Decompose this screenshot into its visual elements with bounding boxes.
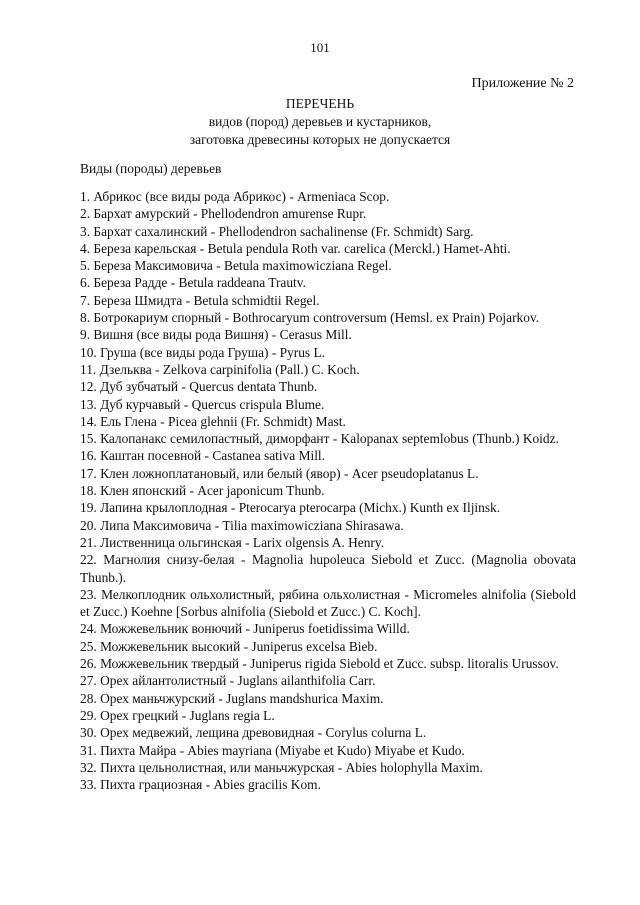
list-item: 30. Орех медвежий, лещина древовидная - Corylus colurna L. [80,725,427,741]
list-item: 4. Береза карельская - Betula pendula Roth var. carelica (Merckl.) Hamet-Ahti. [80,240,511,256]
list-item: 8. Ботрокариум спорный - Bothrocaryum controversum (Hemsl. ex Prain) Pojarkov. [80,310,540,326]
list-item: 32. Пихта цельнолистная, или маньчжурская - Abies holophylla Maxim. [80,759,483,775]
list-item: 27. Орех айлантолистный - Juglans ailanthifolia Carr. [80,673,376,689]
list-item: 33. Пихта грациозная - Abies gracilis Kom. [80,777,321,793]
section-heading: Виды (породы) деревьев [80,161,222,176]
list-item: 29. Орех грецкий - Juglans regia L. [80,707,275,723]
list-item: 7. Береза Шмидта - Betula schmidtii Regel. [80,292,320,308]
species-list [80,188,576,793]
list-item: 16. Каштан посевной - Castanea sativa Mill. [80,448,325,464]
list-item: 26. Можжевельник твердый - Juniperus rigida Siebold et Zucc. subsp. litoralis Urussov. [80,656,559,672]
list-item: 10. Груша (все виды рода Груша) - Pyrus L. [80,344,326,360]
subtitle-line-2: заготовка древесины которых не допускается [189,132,451,147]
list-item: 3. Бархат сахалинский - Phellodendron sachalinense (Fr. Schmidt) Sarg. [80,223,474,239]
list-item: 21. Лиственница ольгинская - Larix olgensis A. Henry. [80,534,385,550]
list-item: 2. Бархат амурский - Phellodendron amurense Rupr. [80,206,367,222]
list-item: 14. Ель Глена - Picea glehnii (Fr. Schmidt) Mast. [80,413,346,429]
list-item: 31. Пихта Майра - Abies mayriana (Miyabe et Kudo) Miyabe et Kudo. [80,742,465,758]
list-item: 13. Дуб курчавый - Quercus crispula Blume. [80,396,325,412]
page-number: 101 [310,40,330,55]
list-item: 15. Калопанакс семилопастный, диморфант - Kalopanax septemlobus (Thunb.) Koidz. [80,431,559,447]
list-item: 1. Абрикос (все виды рода Абрикос) - Armeniaca Scop. [80,189,390,204]
list-item: 18. Клен японский - Acer japonicum Thunb. [80,483,325,499]
list-item: 24. Можжевельник вонючий - Juniperus foetidissima Willd. [80,621,410,637]
subtitle-line-1: видов (пород) деревьев и кустарников, [208,114,432,129]
list-item: 11. Дзельква - Zelkova carpinifolia (Pall.) C. Koch. [80,361,360,377]
list-item: 28. Орех маньчжурский - Juglans mandshurica Maxim. [80,690,384,706]
list-item: 22. Магнолия снизу-белая - Magnolia hupoleuca Siebold et Zucc. (Magnolia obovata Thunb.). [80,552,576,585]
appendix-label: Приложение № 2 [471,76,574,91]
list-item: 5. Береза Максимовича - Betula maximowicziana Regel. [80,258,392,274]
list-item: 17. Клен ложноплатановый, или белый (явор) - Acer pseudoplatanus L. [80,465,479,481]
list-item: 12. Дуб зубчатый - Quercus dentata Thunb. [80,379,318,395]
list-item: 23. Мелкоплодник ольхолистный, рябина ольхолистная - Micromeles alnifolia (Siebold et Zucc.) Koehne [Sorbus alnifolia (Siebold et Zucc.) C. Koch]. [80,586,576,620]
document-title: ПЕРЕЧЕНЬ [285,96,355,111]
list-item: 25. Можжевельник высокий - Juniperus excelsa Bieb. [80,638,378,654]
list-item: 20. Липа Максимовича - Tilia maximowicziana Shirasawa. [80,517,404,533]
list-item: 9. Вишня (все виды рода Вишня) - Cerasus Mill. [80,327,352,343]
document-subtitle [0,113,640,149]
list-item: 6. Береза Радде - Betula raddeana Trautv. [80,275,306,291]
list-item: 19. Лапина крылоплодная - Pterocarya pterocarpa (Michx.) Kunth ex Iljinsk. [80,500,501,516]
